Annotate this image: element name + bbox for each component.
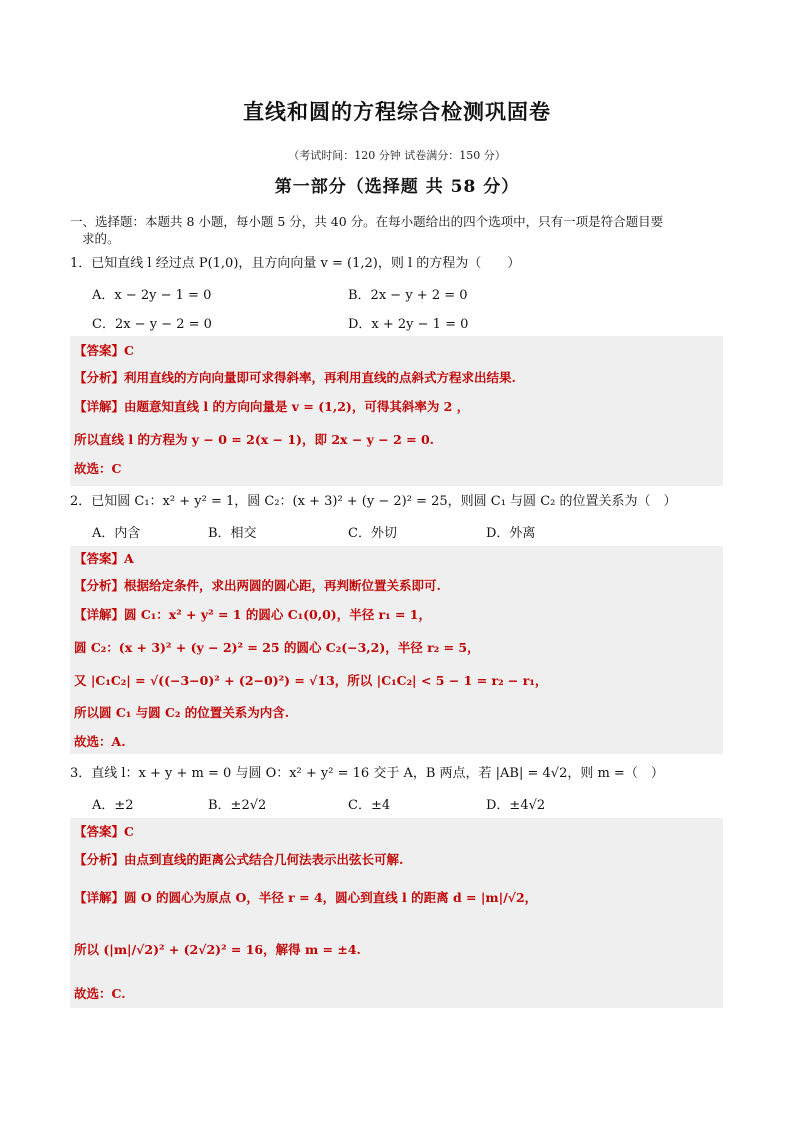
q2-detail-1: 【详解】圆 C₁：x² + y² = 1 的圆心 C₁(0,0)，半径 r₁ = 1，: [74, 607, 431, 622]
q1-choose: 故选：C: [74, 461, 122, 476]
q2-option-d: D．外离: [486, 526, 536, 541]
question-1-stem: 1．已知直线 l 经过点 P(1,0)，且方向向量 v = (1,2)，则 l 的方程为（ ）: [70, 256, 521, 271]
q2-analysis: 【分析】根据给定条件，求出两圆的圆心距，再判断位置关系即可.: [74, 578, 441, 593]
q2-detail-2: 圆 C₂：(x + 3)² + (y − 2)² = 25 的圆心 C₂(−3,2)，半径 r₂ = 5，: [74, 640, 480, 655]
q2-detail-4: 所以圆 C₁ 与圆 C₂ 的位置关系为内含.: [74, 705, 290, 720]
question-3-stem: 3．直线 l：x + y + m = 0 与圆 O：x² + y² = 16 交于 A，B 两点，若 |AB| = 4√2，则 m =（ ）: [70, 766, 664, 781]
q3-option-c: C．±4: [348, 798, 391, 813]
page-title: 直线和圆的方程综合检测巩固卷: [243, 99, 551, 124]
part-title: 第一部分（选择题 共 58 分）: [274, 177, 520, 197]
q3-analysis: 【分析】由点到直线的距离公式结合几何法表示出弦长可解.: [74, 852, 404, 867]
q1-option-d: D．x + 2y − 1 = 0: [348, 317, 469, 332]
q2-option-a: A．内含: [92, 526, 141, 541]
q3-option-a: A．±2: [92, 798, 134, 813]
q1-option-b: B．2x − y + 2 = 0: [348, 288, 468, 303]
q2-option-b: B．相交: [208, 526, 257, 541]
q3-choose: 故选：C.: [74, 986, 126, 1001]
q3-detail-2: 所以 (|m|/√2)² + (2√2)² = 16，解得 m = ±4.: [74, 942, 361, 957]
question-2-stem: 2．已知圆 C₁：x² + y² = 1，圆 C₂：(x + 3)² + (y − 2)² = 25，则圆 C₁ 与圆 C₂ 的位置关系为（ ）: [70, 494, 677, 509]
q3-answer: 【答案】C: [74, 824, 134, 839]
q2-choose: 故选：A.: [74, 734, 126, 749]
q1-option-c: C．2x − y − 2 = 0: [92, 317, 212, 332]
q3-detail-1: 【详解】圆 O 的圆心为原点 O，半径 r = 4，圆心到直线 l 的距离 d = |m|/√2，: [74, 890, 538, 905]
instructions-line2: 求的。: [82, 231, 120, 246]
q3-option-b: B．±2√2: [208, 798, 267, 813]
q1-detail-1: 【详解】由题意知直线 l 的方向向量是 v = (1,2)，可得其斜率为 2 ，: [74, 399, 470, 414]
q1-answer: 【答案】C: [74, 343, 134, 358]
q3-option-d: D．±4√2: [486, 798, 546, 813]
q2-option-c: C．外切: [348, 526, 397, 541]
section-instructions: [70, 213, 730, 247]
q2-detail-3: 又 |C₁C₂| = √((−3−0)² + (2−0)²) = √13，所以 |C₁C₂| < 5 − 1 = r₂ − r₁，: [74, 673, 548, 688]
q1-analysis: 【分析】利用直线的方向向量即可求得斜率，再利用直线的点斜式方程求出结果.: [74, 370, 516, 385]
q1-detail-2: 所以直线 l 的方程为 y − 0 = 2(x − 1)，即 2x − y − 2 = 0.: [74, 432, 435, 447]
exam-info: （考试时间：120 分钟 试卷满分：150 分）: [288, 149, 506, 162]
instructions-line1: 一、选择题：本题共 8 小题，每小题 5 分，共 40 分。在每小题给出的四个选项中，只有一项是符合题目要: [70, 214, 664, 229]
q1-option-a: A．x − 2y − 1 = 0: [92, 288, 212, 303]
q3-answer-box: [70, 818, 723, 1008]
q2-answer: 【答案】A: [74, 551, 134, 566]
